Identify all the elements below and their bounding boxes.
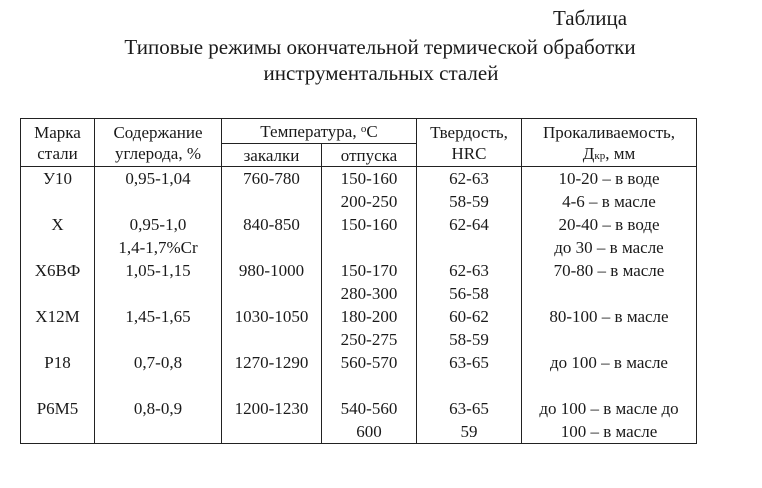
cell-temper: 540-560 bbox=[322, 397, 417, 420]
cell-quench: 760-780 bbox=[222, 167, 322, 191]
table-row bbox=[21, 305, 697, 328]
cell-temper: 280-300 bbox=[322, 282, 417, 305]
header-hardenability-subscript: кр bbox=[594, 149, 606, 162]
cell-quench bbox=[222, 374, 322, 397]
table-row bbox=[21, 213, 697, 236]
cell-temper: 600 bbox=[322, 420, 417, 444]
cell-depth: 100 – в масле bbox=[522, 420, 697, 444]
table-row bbox=[21, 236, 697, 259]
cell-carbon bbox=[95, 282, 222, 305]
cell-depth: до 100 – в масле до bbox=[522, 397, 697, 420]
table-row bbox=[21, 190, 697, 213]
header-quench: закалки bbox=[222, 144, 322, 167]
cell-depth bbox=[522, 328, 697, 351]
table-row bbox=[21, 397, 697, 420]
cell-hardness: 62-63 bbox=[417, 167, 522, 191]
cell-grade bbox=[21, 374, 95, 397]
cell-hardness bbox=[417, 374, 522, 397]
cell-temper: 150-170 bbox=[322, 259, 417, 282]
header-carbon-line-2: углерода, % bbox=[114, 143, 201, 163]
table-body bbox=[21, 167, 697, 444]
header-hardenability-unit: , мм bbox=[605, 143, 636, 163]
cell-hardness: 56-58 bbox=[417, 282, 522, 305]
table-header bbox=[21, 119, 697, 167]
header-grade-line-2: стали bbox=[37, 143, 78, 163]
cell-quench: 840-850 bbox=[222, 213, 322, 236]
table-row bbox=[21, 167, 697, 191]
cell-grade: У10 bbox=[21, 167, 95, 191]
header-row-1 bbox=[21, 119, 697, 144]
cell-hardness: 60-62 bbox=[417, 305, 522, 328]
cell-depth: 20-40 – в воде bbox=[522, 213, 697, 236]
cell-hardness: 59 bbox=[417, 420, 522, 444]
cell-grade bbox=[21, 236, 95, 259]
cell-quench bbox=[222, 420, 322, 444]
cell-grade: Р18 bbox=[21, 351, 95, 374]
cell-temper: 150-160 bbox=[322, 213, 417, 236]
cell-grade: Х bbox=[21, 213, 95, 236]
table-row bbox=[21, 259, 697, 282]
cell-grade bbox=[21, 190, 95, 213]
heat-treatment-table bbox=[20, 118, 697, 444]
cell-quench bbox=[222, 282, 322, 305]
cell-carbon: 1,45-1,65 bbox=[95, 305, 222, 328]
table-row bbox=[21, 328, 697, 351]
table-title-line-2: инструментальных сталей bbox=[263, 61, 499, 85]
cell-quench bbox=[222, 190, 322, 213]
cell-temper: 200-250 bbox=[322, 190, 417, 213]
cell-hardness: 62-64 bbox=[417, 213, 522, 236]
cell-quench: 980-1000 bbox=[222, 259, 322, 282]
header-carbon bbox=[95, 119, 222, 167]
cell-hardness: 58-59 bbox=[417, 190, 522, 213]
header-temperature-degree: o bbox=[360, 122, 367, 135]
table-title-line-1: Типовые режимы окончательной термической обработки bbox=[124, 35, 636, 59]
header-hardenability bbox=[522, 119, 697, 167]
cell-depth: до 100 – в масле bbox=[522, 351, 697, 374]
table-row bbox=[21, 420, 697, 444]
header-carbon-line-1: Содержание bbox=[113, 122, 203, 142]
cell-grade: Р6М5 bbox=[21, 397, 95, 420]
cell-carbon bbox=[95, 420, 222, 444]
header-hardness-line-1: Твердость, bbox=[430, 122, 508, 142]
cell-hardness: 58-59 bbox=[417, 328, 522, 351]
table-row bbox=[21, 351, 697, 374]
cell-carbon: 1,05-1,15 bbox=[95, 259, 222, 282]
header-hardenability-symbol: Д bbox=[582, 143, 595, 163]
table-row bbox=[21, 374, 697, 397]
cell-quench: 1270-1290 bbox=[222, 351, 322, 374]
header-hardness-line-2: HRC bbox=[451, 143, 487, 163]
header-temperature bbox=[222, 119, 417, 144]
table-caption: Таблица bbox=[553, 6, 628, 30]
cell-carbon: 0,95-1,0 bbox=[95, 213, 222, 236]
cell-temper: 250-275 bbox=[322, 328, 417, 351]
cell-depth bbox=[522, 374, 697, 397]
cell-carbon bbox=[95, 374, 222, 397]
cell-quench: 1200-1230 bbox=[222, 397, 322, 420]
cell-quench bbox=[222, 236, 322, 259]
cell-quench: 1030-1050 bbox=[222, 305, 322, 328]
cell-depth: 80-100 – в масле bbox=[522, 305, 697, 328]
cell-grade: Х12М bbox=[21, 305, 95, 328]
cell-temper: 560-570 bbox=[322, 351, 417, 374]
cell-hardness: 62-63 bbox=[417, 259, 522, 282]
header-temper: отпуска bbox=[322, 144, 417, 167]
cell-carbon: 0,8-0,9 bbox=[95, 397, 222, 420]
cell-grade bbox=[21, 282, 95, 305]
cell-hardness: 63-65 bbox=[417, 397, 522, 420]
cell-depth bbox=[522, 282, 697, 305]
cell-carbon: 0,95-1,04 bbox=[95, 167, 222, 191]
table-row bbox=[21, 282, 697, 305]
cell-carbon: 0,7-0,8 bbox=[95, 351, 222, 374]
header-grade bbox=[21, 119, 95, 167]
cell-temper bbox=[322, 236, 417, 259]
cell-hardness: 63-65 bbox=[417, 351, 522, 374]
header-grade-line-1: Марка bbox=[34, 122, 81, 142]
header-temperature-unit: C bbox=[366, 121, 378, 141]
cell-carbon bbox=[95, 328, 222, 351]
cell-temper bbox=[322, 374, 417, 397]
cell-grade bbox=[21, 420, 95, 444]
cell-hardness bbox=[417, 236, 522, 259]
cell-depth: 4-6 – в масле bbox=[522, 190, 697, 213]
cell-grade: Х6ВФ bbox=[21, 259, 95, 282]
cell-depth: 10-20 – в воде bbox=[522, 167, 697, 191]
cell-grade bbox=[21, 328, 95, 351]
header-hardenability-line-1: Прокаливаемость, bbox=[542, 122, 676, 142]
header-temperature-prefix: Температура, bbox=[260, 121, 357, 141]
cell-temper: 180-200 bbox=[322, 305, 417, 328]
cell-depth: 70-80 – в масле bbox=[522, 259, 697, 282]
cell-temper: 150-160 bbox=[322, 167, 417, 191]
header-hardness bbox=[417, 119, 522, 167]
cell-carbon: 1,4-1,7%Cr bbox=[95, 236, 222, 259]
cell-quench bbox=[222, 328, 322, 351]
cell-depth: до 30 – в масле bbox=[522, 236, 697, 259]
cell-carbon bbox=[95, 190, 222, 213]
